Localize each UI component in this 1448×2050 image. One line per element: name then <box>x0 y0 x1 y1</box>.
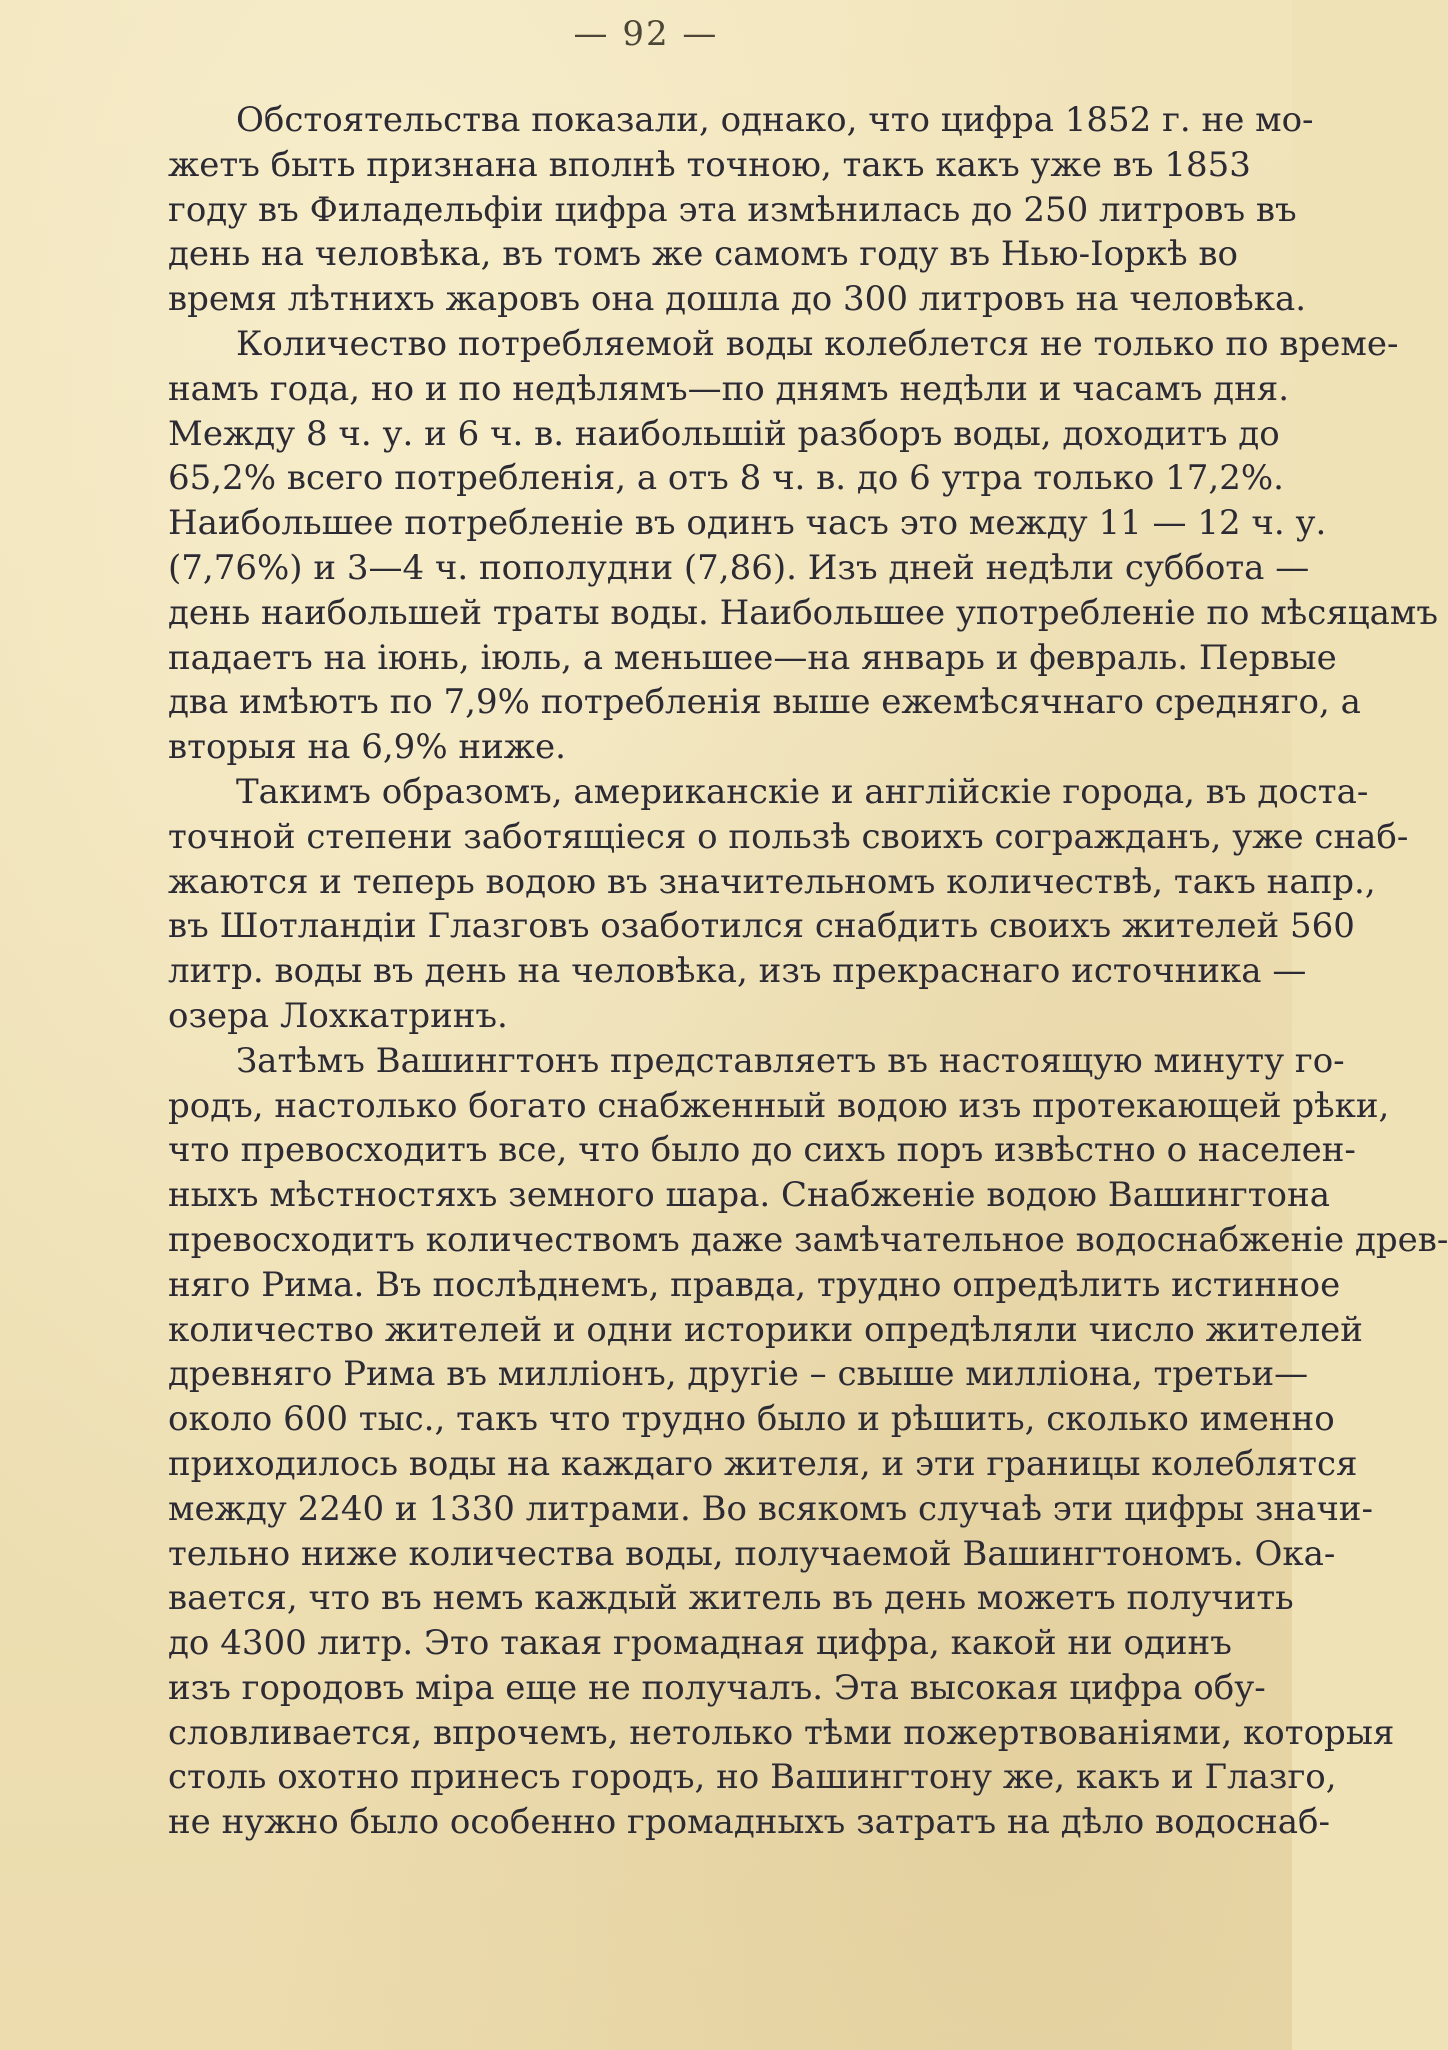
text-line: жаются и теперь водою въ значительномъ количествѣ, такъ напр., <box>168 861 1376 902</box>
text-line: превосходитъ количествомъ даже замѣчательное водоснабженіе древ- <box>168 1219 1448 1260</box>
text-line: Наибольшее потребленіе въ одинъ часъ это между 11 — 12 ч. у. <box>168 503 1327 544</box>
page-number: — 92 — <box>573 14 719 54</box>
text-line: Между 8 ч. у. и 6 ч. в. наибольшій разборъ воды, доходитъ до <box>168 413 1280 454</box>
text-line: Обстоятельства показали, однако, что цифра 1852 г. не мо- <box>236 100 1314 140</box>
text-line: точной степени заботящіеся о пользѣ своихъ согражданъ, уже снаб- <box>168 816 1409 857</box>
text-line: ныхъ мѣстностяхъ земного шара. Снабженіе водою Вашингтона <box>168 1175 1330 1216</box>
body-text <box>168 98 1448 1845</box>
text-line: изъ городовъ міра еще не получалъ. Эта высокая цифра обу- <box>168 1667 1266 1708</box>
text-line: не нужно было особенно громадныхъ затратъ на дѣло водоснаб- <box>168 1802 1330 1843</box>
text-line: словливается, впрочемъ, нетолько тѣми пожертвованіями, которыя <box>168 1712 1395 1753</box>
text-line: до 4300 литр. Это такая громадная цифра, какой ни одинъ <box>168 1623 1232 1664</box>
text-line: жетъ быть признана вполнѣ точною, такъ какъ уже въ 1853 <box>168 144 1251 185</box>
text-line: два имѣютъ по 7,9% потребленія выше ежемѣсячнаго средняго, а <box>168 682 1361 723</box>
text-line: Количество потребляемой воды колеблется не только по време- <box>236 323 1399 364</box>
text-line: Затѣмъ Вашингтонъ представляетъ въ настоящую минуту го- <box>236 1040 1345 1081</box>
text-line: няго Рима. Въ послѣднемъ, правда, трудно опредѣлить истинное <box>168 1264 1341 1305</box>
text-line: день на человѣка, въ томъ же самомъ году въ Нью-Іоркѣ во <box>168 234 1238 275</box>
text-line: время лѣтнихъ жаровъ она дошла до 300 литровъ на человѣка. <box>168 279 1307 320</box>
text-line: вается, что въ немъ каждый житель въ день можетъ получить <box>168 1578 1294 1619</box>
text-line: около 600 тыс., такъ что трудно было и рѣшить, сколько именно <box>168 1399 1335 1440</box>
text-line: приходилось воды на каждаго жителя, и эти границы колеблятся <box>168 1443 1358 1484</box>
text-line: намъ года, но и по недѣлямъ—по днямъ недѣли и часамъ дня. <box>168 368 1290 409</box>
text-line: родъ, настолько богато снабженный водою изъ протекающей рѣки, <box>168 1085 1390 1126</box>
text-line: литр. воды въ день на человѣка, изъ прекраснаго источника — <box>168 951 1307 992</box>
text-line: день наибольшей траты воды. Наибольшее употребленіе по мѣсяцамъ <box>168 592 1438 633</box>
text-line: между 2240 и 1330 литрами. Во всякомъ случаѣ эти цифры значи- <box>168 1488 1373 1529</box>
text-line: падаетъ на іюнь, іюль, а меньшее—на январь и февраль. Первые <box>168 637 1337 678</box>
text-line: древняго Рима въ милліонъ, другіе – свыше милліона, третьи— <box>168 1354 1309 1395</box>
text-line: тельно ниже количества воды, получаемой Вашингтономъ. Ока- <box>168 1533 1336 1574</box>
text-line: что превосходитъ все, что было до сихъ поръ извѣстно о населен- <box>168 1130 1356 1171</box>
text-line: въ Шотландіи Глазговъ озаботился снабдить своихъ жителей 560 <box>168 906 1355 947</box>
text-line: Такимъ образомъ, американскіе и англійскіе города, въ доста- <box>236 771 1369 812</box>
text-line: количество жителей и одни историки опредѣляли число жителей <box>168 1309 1363 1350</box>
text-line: вторыя на 6,9% ниже. <box>168 727 566 768</box>
text-line: (7,76%) и 3—4 ч. пополудни (7,86). Изъ дней недѣли суббота — <box>168 547 1310 588</box>
text-line: озера Лохкатринъ. <box>168 995 508 1036</box>
text-line: 65,2% всего потребленія, а отъ 8 ч. в. до 6 утра только 17,2%. <box>168 458 1284 499</box>
text-line: году въ Филадельфіи цифра эта измѣнилась до 250 литровъ въ <box>168 189 1297 230</box>
text-line: столь охотно принесъ городъ, но Вашингтону же, какъ и Глазго, <box>168 1757 1337 1798</box>
